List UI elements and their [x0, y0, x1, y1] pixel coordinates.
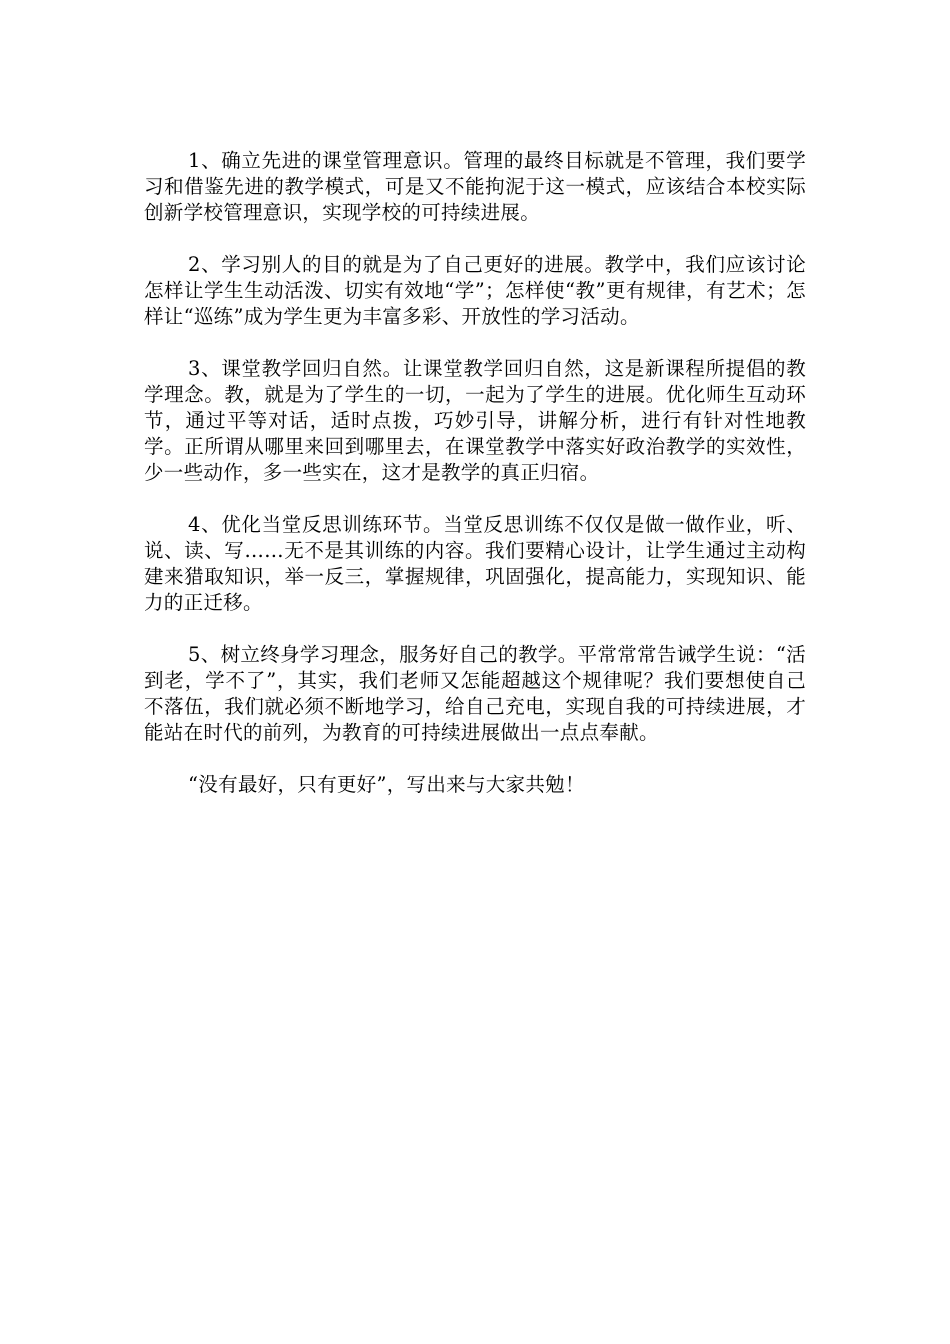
paragraph-4: 4、优化当堂反思训练环节。当堂反思训练不仅仅是做一做作业，听、说、读、写……无不是其训练的内容。我们要精心设计，让学生通过主动构建来猎取知识，举一反三，掌握规律，巩固强化，提高能力，实现知识、能力的正迁移。: [144, 513, 806, 614]
document-body: [144, 148, 806, 824]
paragraph-5: 5、树立终身学习理念，服务好自己的教学。平常常常告诫学生说：“活到老，学不了”，其实，我们老师又怎能超越这个规律呢？我们要想使自己不落伍，我们就必须不断地学习，给自己充电，实现自我的可持续进展，才能站在时代的前列，为教育的可持续进展做出一点点奉献。: [144, 643, 806, 744]
paragraph-1: 1、确立先进的课堂管理意识。管理的最终目标就是不管理，我们要学习和借鉴先进的教学模式，可是又不能拘泥于这一模式，应该结合本校实际创新学校管理意识，实现学校的可持续进展。: [144, 149, 806, 224]
paragraph-2: 2、学习别人的目的就是为了自己更好的进展。教学中，我们应该讨论怎样让学生生动活泼、切实有效地“学”；怎样使“教”更有规律，有艺术；怎样让“巡练”成为学生更为丰富多彩、开放性的学习活动。: [144, 253, 806, 328]
paragraph-3: 3、课堂教学回归自然。让课堂教学回归自然，这是新课程所提倡的教学理念。教，就是为了学生的一切，一起为了学生的进展。优化师生互动环节，通过平等对话，适时点拨，巧妙引导，讲解分析，进行有针对性地教学。正所谓从哪里来回到哪里去，在课堂教学中落实好政治教学的实效性，少一些动作，多一些实在，这才是教学的真正归宿。: [144, 357, 806, 484]
closing-line: “没有最好，只有更好”，写出来与大家共勉！: [188, 773, 585, 796]
